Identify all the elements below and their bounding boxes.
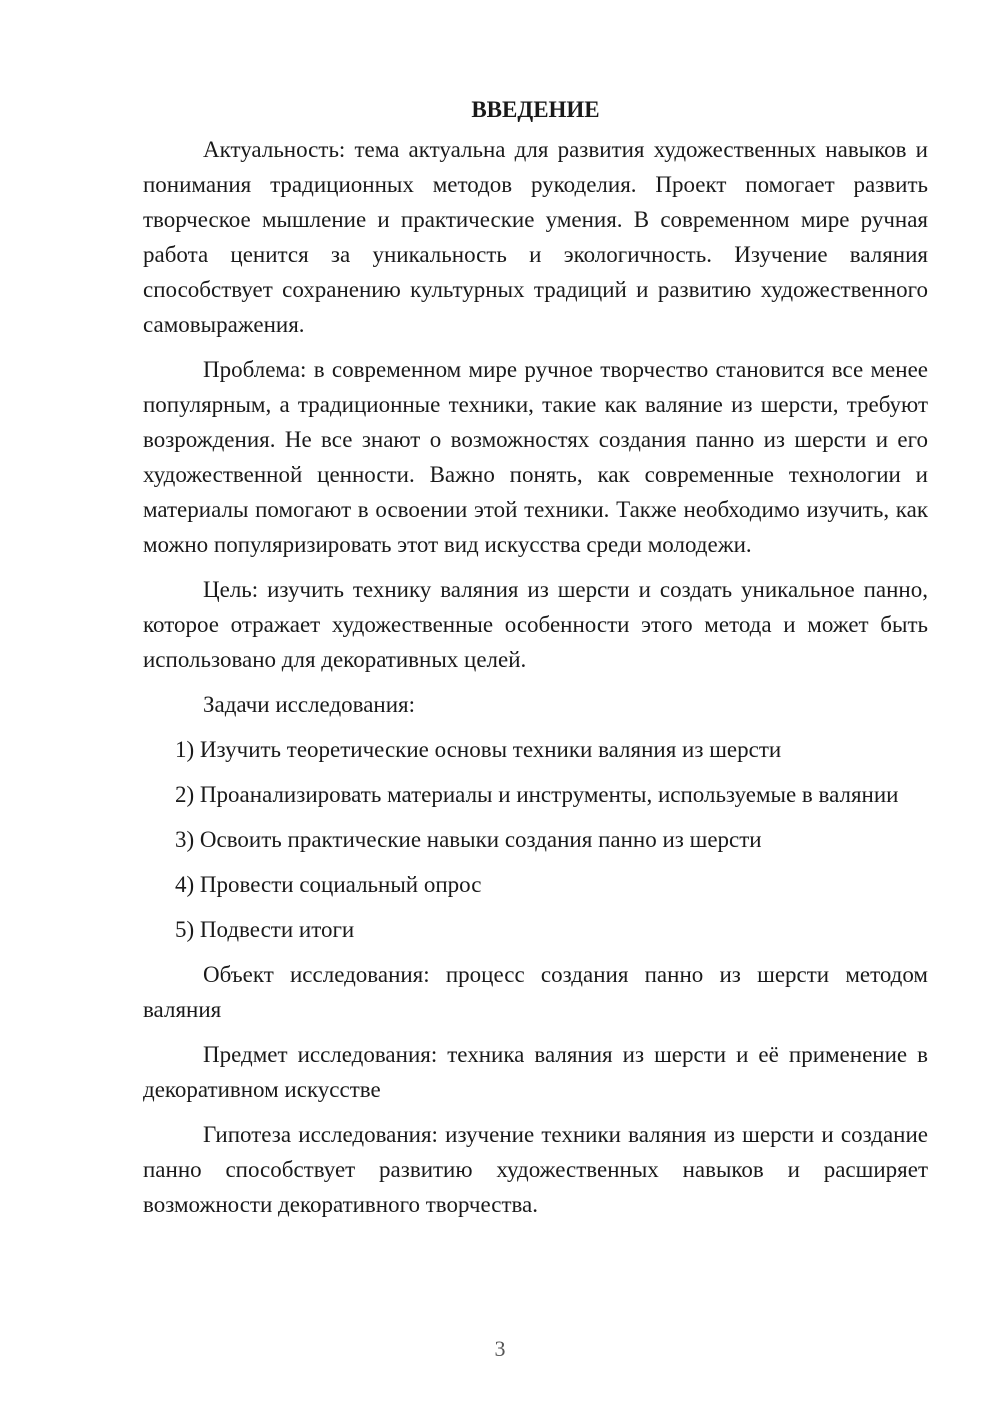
tasks-heading: Задачи исследования: xyxy=(203,692,416,717)
problem-paragraph: Проблема: в современном мире ручное творчество становится все менее популярным, а традиционные техники, такие как валяние из шерсти, требуют возрождения. Не все знают о возможностях создания панно из шерсти и его художественной ценности. Важно понять, как современные технологии и материалы помогают в освоении этой техники. Также необходимо изучить, как можно популяризировать этот вид искусства среди молодежи. xyxy=(143,357,928,557)
list-item: 2) Проанализировать материалы и инструменты, используемые в валянии xyxy=(175,782,899,807)
object-paragraph: Объект исследования: процесс создания панно из шерсти методом валяния xyxy=(143,962,928,1022)
tasks-list xyxy=(143,732,928,947)
relevance-paragraph: Актуальность: тема актуальна для развития художественных навыков и понимания традиционных методов рукоделия. Проект помогает развить творческое мышление и практические умения. В современном мире ручная работа ценится за уникальность и экологичность. Изучение валяния способствует сохранению культурных традиций и развитию художественного самовыражения. xyxy=(143,137,928,337)
goal-paragraph: Цель: изучить технику валяния из шерсти и создать уникальное панно, которое отражает художественные особенности этого метода и может быть использовано для декоративных целей. xyxy=(143,577,928,672)
list-item: 1) Изучить теоретические основы техники валяния из шерсти xyxy=(175,737,782,762)
list-item: 5) Подвести итоги xyxy=(175,917,355,942)
page-number: 3 xyxy=(494,1336,506,1361)
list-item: 3) Освоить практические навыки создания панно из шерсти xyxy=(175,827,762,852)
document-page xyxy=(143,92,928,1222)
hypothesis-paragraph: Гипотеза исследования: изучение техники валяния из шерсти и создание панно способствует развитию художественных навыков и расширяет возможности декоративного творчества. xyxy=(143,1122,928,1217)
subject-paragraph: Предмет исследования: техника валяния из шерсти и её применение в декоративном искусстве xyxy=(143,1042,928,1102)
page-title: ВВЕДЕНИЕ xyxy=(471,97,600,122)
list-item: 4) Провести социальный опрос xyxy=(175,872,482,897)
